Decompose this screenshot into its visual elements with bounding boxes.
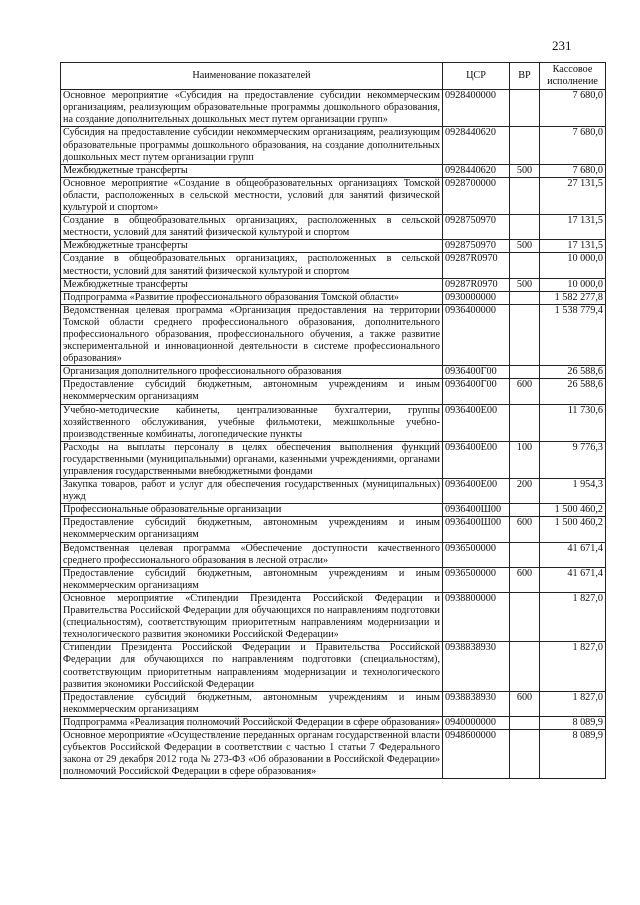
row-amount-cell: 17 131,5 [540,240,606,253]
row-amount-cell: 41 671,4 [540,567,606,592]
row-vr-cell [510,215,540,240]
row-csr-cell: 0936400Е00 [443,441,510,478]
table-row [61,504,606,517]
row-amount-cell: 1 582 277,8 [540,291,606,304]
row-name-cell: Межбюджетные трансферты [61,240,443,253]
row-name-cell: Предоставление субсидий бюджетным, автономным учреждениям и иным некоммерческим организациям [61,379,443,404]
header-row [61,63,606,90]
row-csr-cell: 0940000000 [443,716,510,729]
row-csr-cell: 0928750970 [443,215,510,240]
row-vr-cell [510,716,540,729]
row-amount-cell: 7 680,0 [540,127,606,164]
row-csr-cell: 0936500000 [443,542,510,567]
row-amount-cell: 10 000,0 [540,253,606,278]
budget-table [60,62,606,779]
row-vr-cell: 600 [510,379,540,404]
row-name-cell: Стипендии Президента Российской Федерации и Правительства Российской Федерации для обучающихся по направлениям подготовки (специальностям), соответствующим приоритетным направлениям модернизации и технологического развития экономики Российской Федерации [61,642,443,691]
row-csr-cell: 0936400Г00 [443,379,510,404]
row-amount-cell: 8 089,9 [540,729,606,778]
row-amount-cell: 10 000,0 [540,278,606,291]
row-vr-cell: 500 [510,164,540,177]
row-name-cell: Предоставление субсидий бюджетным, автономным учреждениям и иным некоммерческим организациям [61,691,443,716]
row-amount-cell: 26 588,6 [540,366,606,379]
table-row [61,441,606,478]
table-row [61,592,606,641]
table-row [61,127,606,164]
table-header [61,63,606,90]
row-vr-cell [510,291,540,304]
table-row [61,240,606,253]
row-name-cell: Создание в общеобразовательных организациях, расположенных в сельской местности, условий для занятий физической культурой и спортом [61,215,443,240]
row-name-cell: Основное мероприятие «Субсидия на предоставление субсидии некоммерческим организациям, реализующим образовательные программы дошкольного образования, на создание дополнительных дошкольных мест путем организации групп» [61,90,443,127]
table-row [61,404,606,441]
table-row [61,479,606,504]
table-row [61,291,606,304]
row-amount-cell: 41 671,4 [540,542,606,567]
table-row [61,253,606,278]
row-amount-cell: 27 131,5 [540,177,606,214]
row-name-cell: Подпрограмма «Развитие профессионального образования Томской области» [61,291,443,304]
row-vr-cell [510,404,540,441]
table-row [61,567,606,592]
row-csr-cell: 0948600000 [443,729,510,778]
row-vr-cell: 600 [510,567,540,592]
row-amount-cell: 8 089,9 [540,716,606,729]
row-name-cell: Организация дополнительного профессионального образования [61,366,443,379]
row-name-cell: Межбюджетные трансферты [61,164,443,177]
row-vr-cell [510,253,540,278]
table-row [61,90,606,127]
row-amount-cell: 17 131,5 [540,215,606,240]
row-vr-cell: 600 [510,517,540,542]
row-vr-cell [510,366,540,379]
row-amount-cell: 1 500 460,2 [540,504,606,517]
row-vr-cell [510,504,540,517]
table-row [61,177,606,214]
row-vr-cell: 500 [510,240,540,253]
row-csr-cell: 09287R0970 [443,278,510,291]
row-name-cell: Профессиональные образовательные организации [61,504,443,517]
row-amount-cell: 1 827,0 [540,592,606,641]
table-row [61,642,606,691]
row-vr-cell [510,642,540,691]
row-csr-cell: 0938800000 [443,592,510,641]
table-row [61,691,606,716]
row-csr-cell: 0936500000 [443,567,510,592]
table-row [61,716,606,729]
row-vr-cell [510,177,540,214]
row-name-cell: Основное мероприятие «Создание в общеобразовательных организациях Томской области, расположенных в сельской местности, условий для занятий физической культурой и спортом» [61,177,443,214]
row-amount-cell: 9 776,3 [540,441,606,478]
table-row [61,366,606,379]
row-csr-cell: 0928440620 [443,164,510,177]
row-name-cell: Предоставление субсидий бюджетным, автономным учреждениям и иным некоммерческим организациям [61,567,443,592]
row-vr-cell [510,729,540,778]
row-amount-cell: 11 730,6 [540,404,606,441]
row-vr-cell [510,592,540,641]
row-csr-cell: 0936400000 [443,304,510,365]
row-vr-cell: 100 [510,441,540,478]
row-name-cell: Основное мероприятие «Стипендии Президента Российской Федерации и Правительства Российской Федерации для обучающихся по направлениям подготовки (специальностям), соответствующим приоритетным направлениям модернизации и технологического развития экономики Российской Федерации» [61,592,443,641]
row-vr-cell [510,304,540,365]
table-row [61,542,606,567]
table-body [61,90,606,779]
row-vr-cell [510,90,540,127]
table-row [61,215,606,240]
row-name-cell: Расходы на выплаты персоналу в целях обеспечения выполнения функций государственными (муниципальными) органами, казенными учреждениями, органами управления государственными внебюджетными фондами [61,441,443,478]
header-csr: ЦСР [443,63,510,90]
row-csr-cell: 0938838930 [443,642,510,691]
row-csr-cell: 0936400Е00 [443,404,510,441]
row-amount-cell: 7 680,0 [540,164,606,177]
row-amount-cell: 1 954,3 [540,479,606,504]
row-name-cell: Субсидия на предоставление субсидии некоммерческим организациям, реализующим образовательные программы дошкольного образования, на создание дополнительных дошкольных мест путем организации групп [61,127,443,164]
row-name-cell: Ведомственная целевая программа «Обеспечение доступности качественного среднего профессионального образования в лесной отрасли» [61,542,443,567]
row-vr-cell [510,127,540,164]
row-csr-cell: 0928700000 [443,177,510,214]
row-amount-cell: 1 538 779,4 [540,304,606,365]
row-vr-cell [510,542,540,567]
header-name: Наименование показателей [61,63,443,90]
table-row [61,517,606,542]
row-csr-cell: 0936400Ш00 [443,504,510,517]
row-vr-cell: 500 [510,278,540,291]
row-name-cell: Учебно-методические кабинеты, централизованные бухгалтерии, группы хозяйственного обслуживания, учебные фильмотеки, межшкольные учебно-производственные комбинаты, логопедические пункты [61,404,443,441]
row-name-cell: Ведомственная целевая программа «Организация предоставления на территории Томской области среднего профессионального образования, дополнительного профессионального образования, профессионального обучения, а также развитие экспериментальной и инновационной деятельности в системе профессионального образования» [61,304,443,365]
row-name-cell: Предоставление субсидий бюджетным, автономным учреждениям и иным некоммерческим организациям [61,517,443,542]
row-csr-cell: 0936400Е00 [443,479,510,504]
row-name-cell: Межбюджетные трансферты [61,278,443,291]
row-amount-cell: 26 588,6 [540,379,606,404]
row-amount-cell: 7 680,0 [540,90,606,127]
row-csr-cell: 0938838930 [443,691,510,716]
row-name-cell: Подпрограмма «Реализация полномочий Российской Федерации в сфере образования» [61,716,443,729]
table-row [61,278,606,291]
row-csr-cell: 0936400Г00 [443,366,510,379]
header-vr: ВР [510,63,540,90]
row-csr-cell: 09287R0970 [443,253,510,278]
row-csr-cell: 0928440620 [443,127,510,164]
row-csr-cell: 0928750970 [443,240,510,253]
row-vr-cell: 200 [510,479,540,504]
row-amount-cell: 1 827,0 [540,691,606,716]
row-csr-cell: 0936400Ш00 [443,517,510,542]
row-name-cell: Основное мероприятие «Осуществление переданных органам государственной власти субъектов Российской Федерации в соответствии с частью 1 статьи 7 Федерального закона от 29 декабря 2012 года № 273-ФЗ «Об образовании в Российской Федерации» полномочий Российской Федерации в сфере образования» [61,729,443,778]
table-row [61,729,606,778]
header-amount: Кассовое исполнение [540,63,606,90]
row-csr-cell: 0928400000 [443,90,510,127]
row-vr-cell: 600 [510,691,540,716]
table-row [61,164,606,177]
row-csr-cell: 0930000000 [443,291,510,304]
row-name-cell: Закупка товаров, работ и услуг для обеспечения государственных (муниципальных) нужд [61,479,443,504]
table-row [61,379,606,404]
row-amount-cell: 1 500 460,2 [540,517,606,542]
page-number: 231 [552,38,572,53]
row-name-cell: Создание в общеобразовательных организациях, расположенных в сельской местности, условий для занятий физической культурой и спортом [61,253,443,278]
table-row [61,304,606,365]
row-amount-cell: 1 827,0 [540,642,606,691]
